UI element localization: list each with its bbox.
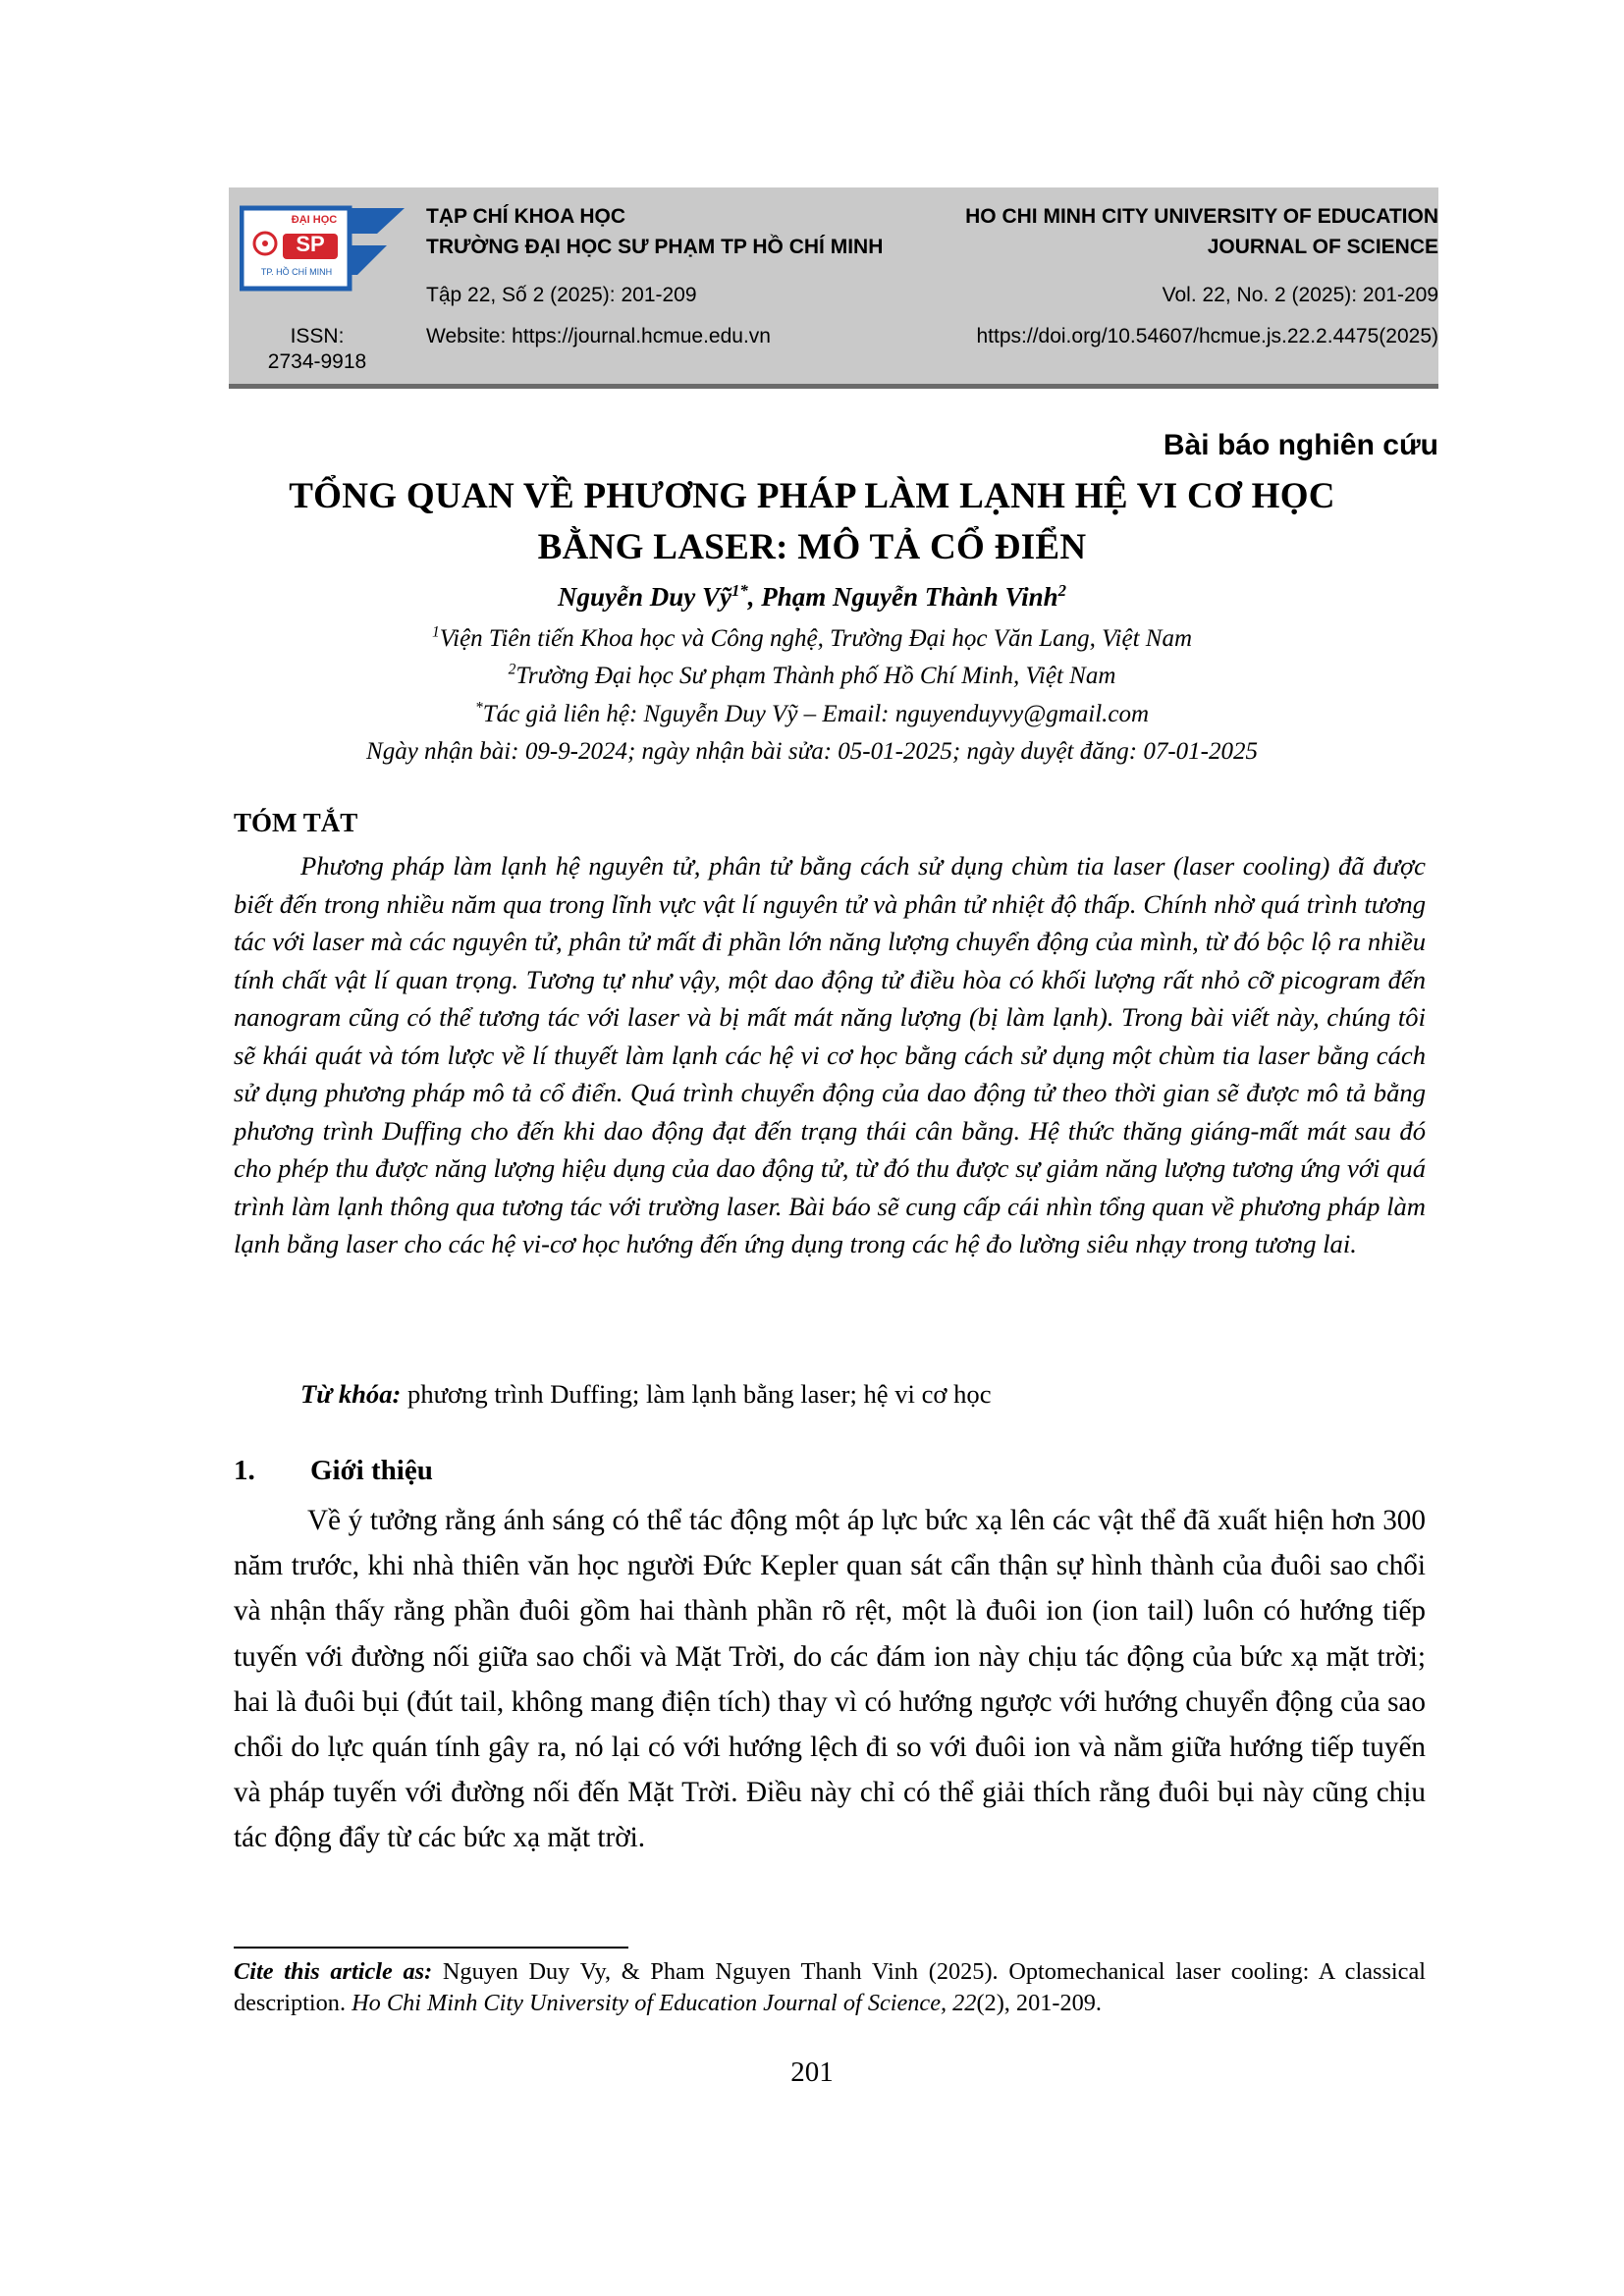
affiliation-1 xyxy=(0,625,1624,653)
corresponding-sup: * xyxy=(474,699,483,717)
author-1-sup: 1* xyxy=(731,581,748,600)
website-link[interactable]: Website: https://journal.hcmue.edu.vn xyxy=(426,325,771,347)
footnote-divider xyxy=(234,1947,628,1949)
journal-name-vi-line2: TRƯỜNG ĐẠI HỌC SƯ PHẠM TP HỒ CHÍ MINH xyxy=(426,236,884,258)
citation-journal: Ho Chi Minh City University of Education Journal of Science, 22 xyxy=(352,1990,977,2016)
corresponding-text: Tác giả liên hệ: Nguyễn Duy Vỹ – Email: nguyenduyvy@gmail.com xyxy=(482,701,1150,727)
author-list xyxy=(0,582,1624,613)
keywords xyxy=(300,1379,992,1410)
author-2-sup: 2 xyxy=(1057,581,1066,600)
volume-vi: Tập 22, Số 2 (2025): 201-209 xyxy=(426,284,697,306)
section-body: Về ý tưởng rằng ánh sáng có thể tác động một áp lực bức xạ lên các vật thể đã xuất hiện hơn 300 năm trước, khi nhà thiên văn học người Đức Kepler quan sát cẩn thận sự hình thành của đuôi sao chổi và nhận thấy rằng phần đuôi gồm hai thành phần rõ rệt, một là đuôi ion (ion tail) luôn có hướng tiếp tuyến với đường nối giữa sao chổi và Mặt Trời, do các đám ion này chịu tác động của bức xạ mặt trời; hai là đuôi bụi (đút tail, không mang điện tích) thay vì có hướng ngược với hướng chuyển động của sao chổi do lực quán tính gây ra, nó lại có với hướng lệch đi so với đuôi ion và nằm giữa hướng tiếp tuyến và pháp tuyến với đường nối đến Mặt Trời. Điều này chỉ có thể giải thích rằng đuôi bụi này cũng chịu tác động đẩy từ các bức xạ mặt trời. xyxy=(234,1505,1426,1854)
doi-link[interactable]: https://doi.org/10.54607/hcmue.js.22.2.4475(2025) xyxy=(976,325,1438,347)
author-1: Nguyễn Duy Vỹ xyxy=(558,582,732,612)
title-line-1: TỔNG QUAN VỀ PHƯƠNG PHÁP LÀM LẠNH HỆ VI CƠ HỌC xyxy=(289,476,1335,516)
header-divider xyxy=(229,384,1438,389)
author-2: Phạm Nguyễn Thành Vinh xyxy=(761,582,1058,612)
issn-label: ISSN: xyxy=(290,325,345,347)
page-number: 201 xyxy=(790,2056,834,2088)
issn-number: 2734-9918 xyxy=(267,350,367,373)
logo-center-text: SP xyxy=(296,232,325,256)
citation-footnote xyxy=(234,1956,1426,2019)
journal-logo xyxy=(240,204,406,295)
section-title: Giới thiệu xyxy=(310,1455,433,1486)
title-line-2: BẰNG LASER: MÔ TẢ CỔ ĐIỂN xyxy=(537,527,1087,567)
issn xyxy=(229,324,406,375)
affiliation-1-sup: 1 xyxy=(431,623,440,641)
abstract-heading: TÓM TẮT xyxy=(234,808,358,837)
corresponding-author xyxy=(0,701,1624,728)
affiliation-2 xyxy=(0,663,1624,690)
journal-name-en-line2: JOURNAL OF SCIENCE xyxy=(1207,236,1438,258)
logo-wing-top xyxy=(350,208,405,234)
citation-label: Cite this article as: xyxy=(234,1958,433,1985)
logo-top-text: ĐẠI HỌC xyxy=(291,214,338,226)
citation-authors: Nguyen Duy Vy, & Pham Nguyen Thanh Vinh (2025). Optomechanical laser cooling: A classical description. xyxy=(234,1958,1426,2016)
keywords-list: phương trình Duffing; làm lạnh bằng laser; hệ vi cơ học xyxy=(401,1379,992,1409)
logo-bottom-text: TP. HỒ CHÍ MINH xyxy=(260,267,333,277)
article-dates: Ngày nhận bài: 09-9-2024; ngày nhận bài sửa: 05-01-2025; ngày duyệt đăng: 07-01-2025 xyxy=(366,738,1258,765)
journal-name-vi-line1: TẠP CHÍ KHOA HỌC xyxy=(426,205,626,228)
citation-issue: (2), 201-209. xyxy=(976,1990,1102,2016)
journal-name-en-line1: HO CHI MINH CITY UNIVERSITY OF EDUCATION xyxy=(965,205,1438,228)
article-type: Bài báo nghiên cứu xyxy=(1163,429,1438,461)
author-separator: , xyxy=(747,582,762,612)
affiliation-2-sup: 2 xyxy=(508,661,516,678)
abstract-text: Phương pháp làm lạnh hệ nguyên tử, phân tử bằng cách sử dụng chùm tia laser (laser cooling) đã được biết đến trong nhiều năm qua trong lĩnh vực vật lí nguyên tử và phân tử nhiệt độ thấp. Chính nhờ quá trình tương tác với laser mà các nguyên tử, phân tử mất đi phần lớn năng lượng chuyển động của mình, từ đó bộc lộ ra nhiều tính chất vật lí quan trọng. Tương tự như vậy, một dao động tử điều hòa có khối lượng rất nhỏ cỡ picogram đến nanogram cũng có thể tương tác với laser và bị mất mát năng lượng (bị làm lạnh). Trong bài viết này, chúng tôi sẽ khái quát và tóm lược về lí thuyết làm lạnh các hệ vi cơ học bằng cách sử dụng một chùm tia laser bằng cách sử dụng phương pháp mô tả cổ điển. Quá trình chuyển động của dao động tử theo thời gian sẽ được mô tả bằng phương trình Duffing cho đến khi dao động đạt đến trạng thái cân bằng. Hệ thức thăng giáng-mất mát sau đó cho phép thu được năng lượng hiệu dụng của dao động tử, từ đó thu được sự giảm năng lượng tương ứng với quá trình làm lạnh thông qua tương tác với trường laser. Bài báo sẽ cung cấp cái nhìn tổng quan về phương pháp làm lạnh bằng laser cho các hệ vi-cơ học hướng đến ứng dụng trong các hệ đo lường siêu nhạy trong tương lai. xyxy=(234,851,1426,1258)
affiliation-1-text: Viện Tiên tiến Khoa học và Công nghệ, Trường Đại học Văn Lang, Việt Nam xyxy=(439,625,1193,652)
affiliation-2-text: Trường Đại học Sư phạm Thành phố Hồ Chí Minh, Việt Nam xyxy=(515,663,1116,689)
volume-en: Vol. 22, No. 2 (2025): 201-209 xyxy=(1162,284,1438,306)
logo-wing-bottom xyxy=(350,245,387,275)
section-number: 1. xyxy=(234,1455,255,1486)
keywords-label: Từ khóa: xyxy=(300,1379,402,1409)
